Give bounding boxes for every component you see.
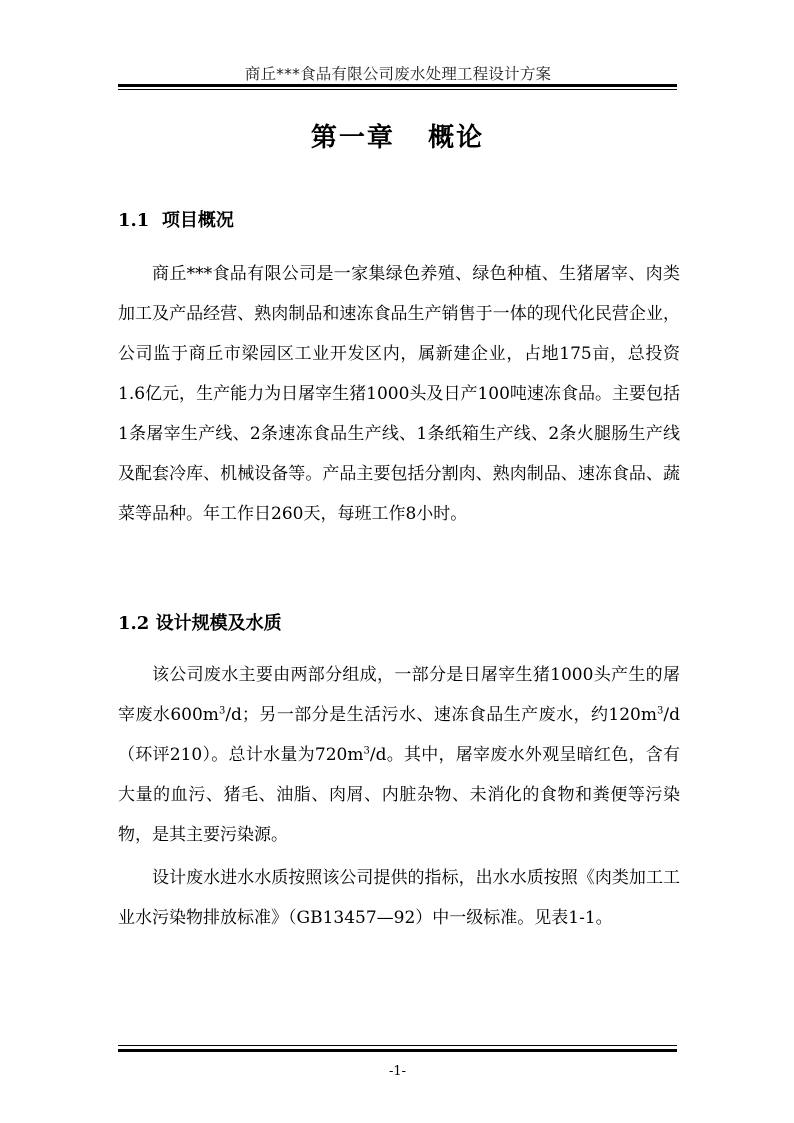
chapter-title: 第一章 概论 (310, 123, 485, 153)
footer-rule-thin (118, 1045, 677, 1046)
paragraph-wastewater-composition (118, 655, 680, 855)
superscript: 3 (218, 705, 226, 717)
text-run: 该公司废水主要由两部分组成，一部分是日屠宰生猪1000头产生的屠宰废水600m (118, 665, 680, 725)
footer-rule (118, 1049, 677, 1052)
text-run: /d。其中，屠宰废水外观呈暗红色，含有大量的血污、猪毛、油脂、肉屑、内脏杂物、未消化的食物和粪便等污染物，是其主要污染源。 (118, 745, 681, 845)
text-run: /d（环评210）。总计水量为720m (118, 705, 680, 765)
header-rule (118, 84, 677, 87)
section-heading-1-1: 1.1 项目概况 (118, 210, 234, 231)
superscript: 3 (363, 745, 370, 757)
running-header: 商丘***食品有限公司废水处理工程设计方案 (244, 65, 552, 83)
text-run: /d；另一部分是生活污水、速冻食品生产废水，约120m (225, 705, 657, 725)
superscript: 3 (657, 705, 664, 717)
page-number: -1- (388, 1064, 407, 1079)
header-rule-thin (118, 89, 677, 90)
section-heading-1-2: 1.2 设计规模及水质 (118, 613, 282, 634)
paragraph-project-overview: 商丘***食品有限公司是一家集绿色养殖、绿色种植、生猪屠宰、肉类加工及产品经营、熟肉制品和速冻食品生产销售于一体的现代化民营企业，公司监于商丘市梁园区工业开发区内，属新建企业，占地175亩，总投资1.6亿元，生产能力为日屠宰生猪1000头及日产100吨速冻食品。主要包括1条屠宰生产线、2条速冻食品生产线、1条纸箱生产线、2条火腿肠生产线及配套冷库、机械设备等。产品主要包括分割肉、熟肉制品、速冻食品、蔬菜等品种。年工作日260天，每班工作8小时。 (118, 264, 680, 524)
paragraph-design-standard: 设计废水进水水质按照该公司提供的指标，出水水质按照《肉类加工工业水污染物排放标准》（GB13457—92）中一级标准。见表1-1。 (118, 868, 680, 928)
